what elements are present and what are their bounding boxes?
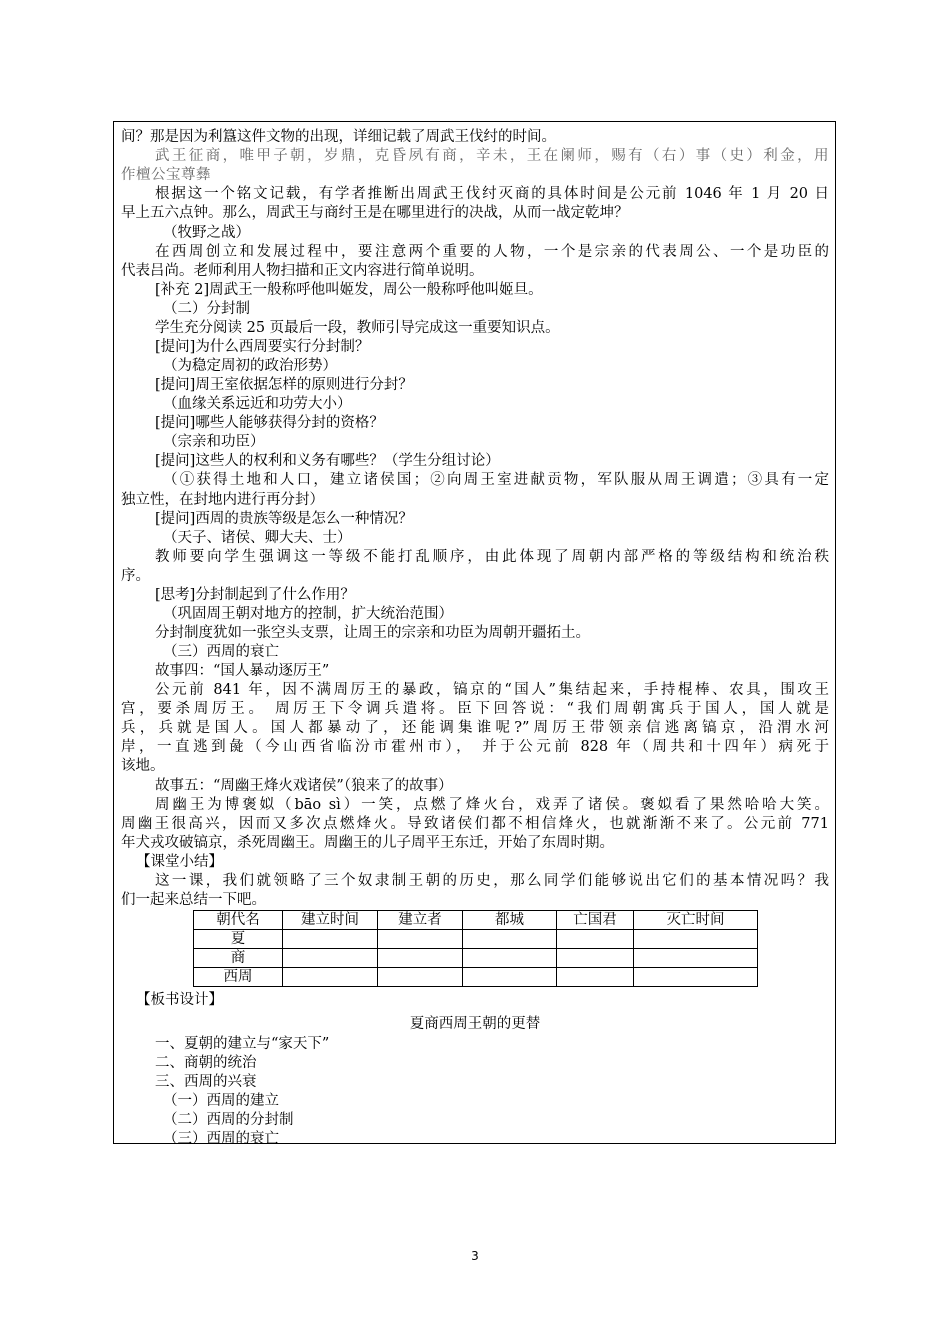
- table-cell: [634, 930, 758, 949]
- text-line: 岸，一直逃到彘（今山西省临汾市霍州市）， 并于公元前 828 年（周共和十四年）病死于: [121, 739, 829, 755]
- question-line: [提问]哪些人能够获得分封的资格？: [155, 415, 384, 431]
- text-line: 兵，兵就是国人。国人都暴动了，还能调集谁呢?”周厉王带领亲信逃离镐京，沿渭水河: [121, 720, 829, 736]
- table-cell: 夏: [194, 930, 283, 949]
- text-line: 周幽王很高兴，因而又多次点燃烽火。导致诸侯们都不相信烽火，也就渐渐不来了。公元前 771: [121, 816, 829, 832]
- board-item: 二、商朝的统治: [155, 1055, 257, 1071]
- table-header-cell: 朝代名: [194, 911, 283, 930]
- inscription-line: 武王征商，唯甲子朝，岁鼎，克昏夙有商，辛未，王在阑师，赐有（右）事（史）利金，用: [155, 148, 829, 164]
- text-line: 年犬戎攻破镐京，杀死周幽王。周幽王的儿子周平王东迁，开始了东周时期。: [121, 835, 614, 851]
- text-line: 在西周创立和发展过程中，要注意两个重要的人物，一个是宗亲的代表周公、一个是功臣的: [155, 244, 829, 260]
- table-header-row: [194, 911, 758, 930]
- table-cell: [557, 930, 634, 949]
- page-number: 3: [471, 1249, 479, 1263]
- board-subitem: （三）西周的衰亡: [163, 1131, 279, 1147]
- answer-line: （①获得土地和人口，建立诸侯国；②向周王室进献贡物，军队服从周王调遣；③具有一定: [163, 472, 829, 488]
- board-item: 一、夏朝的建立与“家天下”: [155, 1036, 330, 1052]
- table-cell: [378, 968, 463, 987]
- text-line: 教师要向学生强调这一等级不能打乱顺序，由此体现了周朝内部严格的等级结构和统治秩: [155, 549, 829, 565]
- table-cell: [463, 930, 557, 949]
- text-line: 早上五六点钟。那么，周武王与商纣王是在哪里进行的决战，从而一战定乾坤？: [121, 205, 629, 221]
- summary-table: [193, 910, 758, 987]
- story-title: 故事四：“国人暴动逐厉王”: [155, 663, 330, 679]
- board-item: 三、西周的兴衰: [155, 1074, 257, 1090]
- answer-line: （宗亲和功臣）: [163, 434, 265, 450]
- table-cell: [283, 930, 378, 949]
- board-subitem: （二）西周的分封制: [163, 1112, 294, 1128]
- table-cell: 西周: [194, 968, 283, 987]
- table-header-cell: 都城: [463, 911, 557, 930]
- answer-line: （巩固周王朝对地方的控制，扩大统治范围）: [163, 606, 453, 622]
- section-heading: （三）西周的衰亡: [163, 644, 279, 660]
- text-line: 学生充分阅读 25 页最后一段，教师引导完成这一重要知识点。: [155, 320, 560, 336]
- table-row: [194, 968, 758, 987]
- answer-line: （为稳定周初的政治形势）: [163, 358, 337, 374]
- table-cell: [283, 949, 378, 968]
- text-line: 间？那是因为利簋这件文物的出现，详细记载了周武王伐纣的时间。: [121, 129, 556, 145]
- board-title: 夏商西周王朝的更替: [409, 1016, 541, 1032]
- text-line: 这一课，我们就领略了三个奴隶制王朝的历史，那么同学们能够说出它们的基本情况吗？我: [155, 873, 829, 889]
- table-header-cell: 灭亡时间: [634, 911, 758, 930]
- text-line: 代表吕尚。老师利用人物扫描和正文内容进行简单说明。: [121, 263, 484, 279]
- text-line: 序。: [121, 568, 150, 584]
- question-line: [提问]为什么西周要实行分封制？: [155, 339, 370, 355]
- table-row: [194, 949, 758, 968]
- question-line: [提问]西周的贵族等级是怎么一种情况？: [155, 511, 413, 527]
- text-line: 公元前 841 年，因不满周厉王的暴政，镐京的“国人”集结起来，手持棍棒、农具，围攻王: [155, 682, 829, 698]
- answer-line: （天子、诸侯、卿大夫、士）: [163, 530, 352, 546]
- question-line: [提问]这些人的权利和义务有哪些？（学生分组讨论）: [155, 453, 500, 469]
- board-subitem: （一）西周的建立: [163, 1093, 279, 1109]
- section-heading: （二）分封制: [163, 301, 250, 317]
- table-cell: [634, 968, 758, 987]
- table-cell: [557, 968, 634, 987]
- text-line: 该地。: [121, 758, 165, 774]
- table-row: [194, 930, 758, 949]
- text-line: 宫，要杀周厉王。 周厉王下令调兵遣将。臣下回答说：“我们周朝寓兵于国人，国人就是: [121, 701, 829, 717]
- question-line: [提问]周王室依据怎样的原则进行分封？: [155, 377, 413, 393]
- text-line: 分封制度犹如一张空头支票，让周王的宗亲和功臣为周朝开疆拓土。: [155, 625, 590, 641]
- text-line: 周幽王为博褒姒（bāo sì）一笑，点燃了烽火台，戏弄了诸侯。褒姒看了果然哈哈大笑。: [155, 797, 829, 813]
- table-cell: [463, 968, 557, 987]
- story-title: 故事五：“周幽王烽火戏诸侯”（狼来了的故事）: [155, 778, 453, 794]
- text-line: 根据这一个铭文记载，有学者推断出周武王伐纣灭商的具体时间是公元前 1046 年 1 月 20 日: [155, 186, 829, 202]
- answer-line: （牧野之战）: [163, 225, 250, 241]
- table-cell: 商: [194, 949, 283, 968]
- section-label: 【课堂小结】: [136, 854, 223, 870]
- table-cell: [557, 949, 634, 968]
- table-cell: [378, 930, 463, 949]
- table-header-cell: 建立者: [378, 911, 463, 930]
- table-cell: [378, 949, 463, 968]
- thinking-line: [思考]分封制起到了什么作用？: [155, 587, 355, 603]
- text-line: 们一起来总结一下吧。: [121, 892, 266, 908]
- section-label: 【板书设计】: [136, 992, 223, 1008]
- table-cell: [634, 949, 758, 968]
- table-header-cell: 亡国君: [557, 911, 634, 930]
- table-cell: [283, 968, 378, 987]
- supplement-line: [补充 2]周武王一般称呼他叫姬发，周公一般称呼他叫姬旦。: [155, 282, 543, 298]
- answer-line: （血缘关系远近和功劳大小）: [163, 396, 352, 412]
- answer-line: 独立性，在封地内进行再分封）: [121, 492, 324, 508]
- inscription-line: 作檀公宝尊彝: [121, 167, 211, 183]
- table-header-cell: 建立时间: [283, 911, 378, 930]
- table-cell: [463, 949, 557, 968]
